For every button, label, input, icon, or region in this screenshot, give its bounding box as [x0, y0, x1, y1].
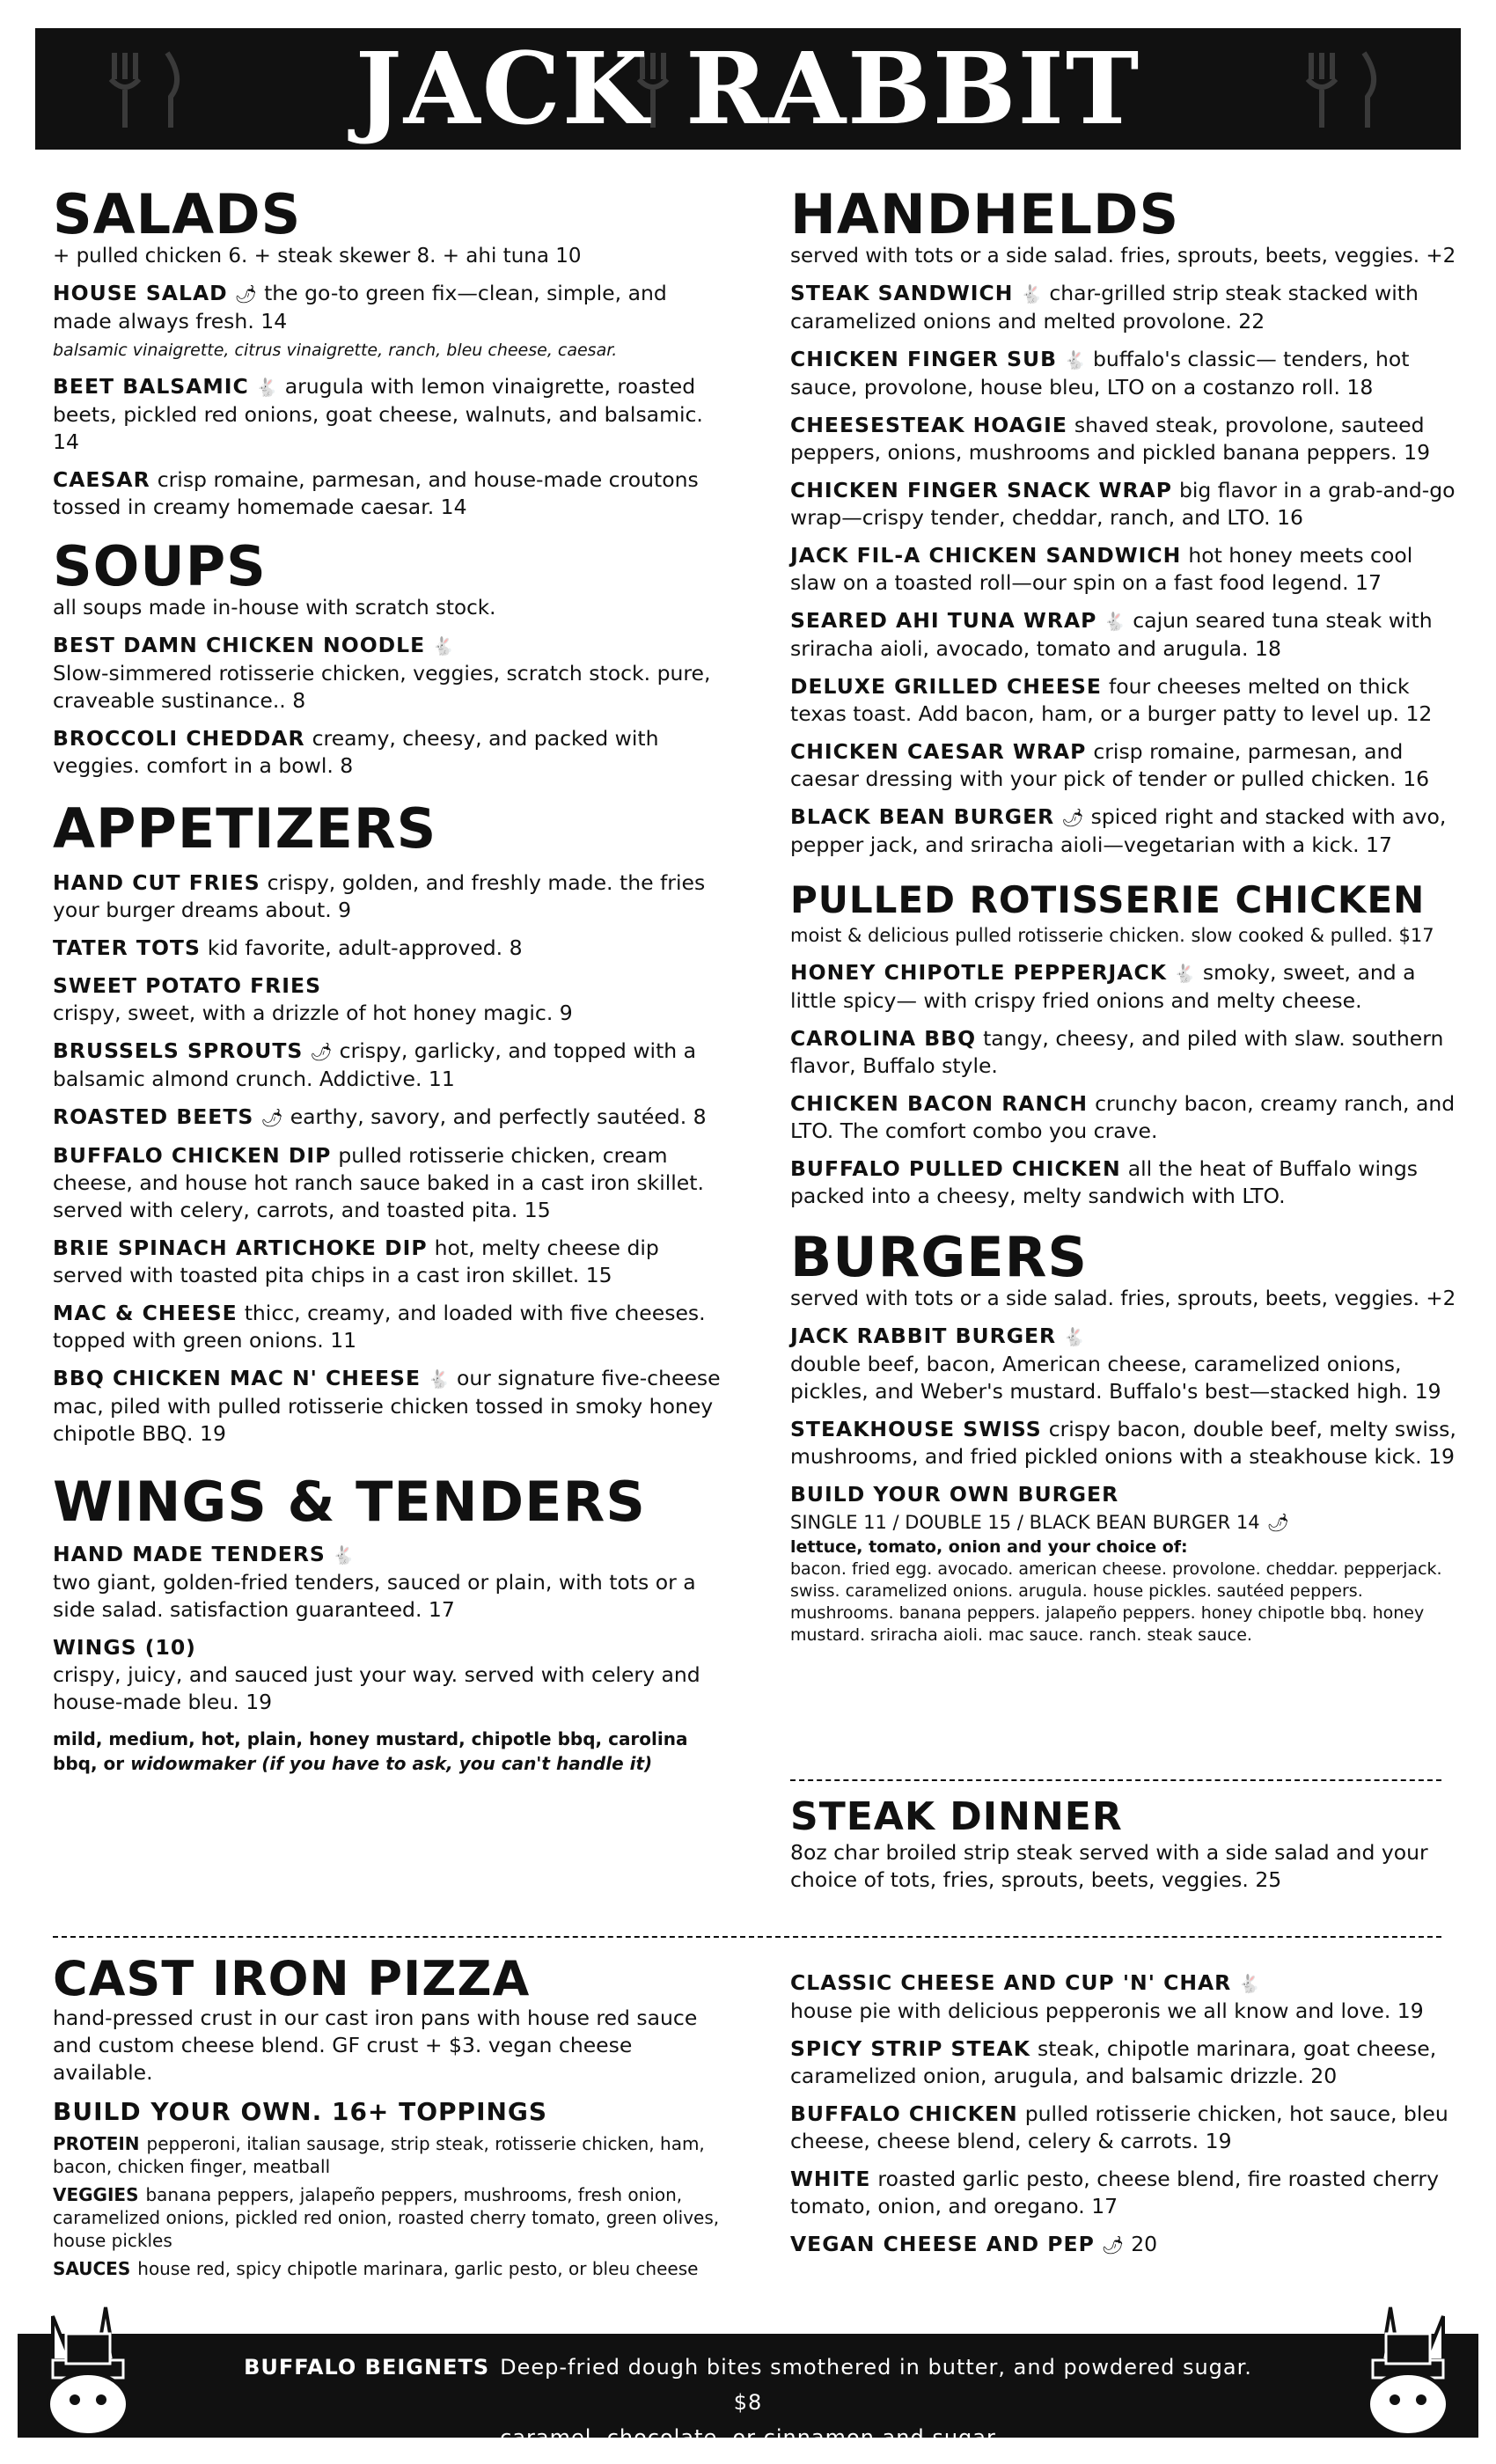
item-name: SWEET POTATO FRIES — [53, 973, 321, 998]
item-desc: earthy, savory, and perfectly sautéed. 8 — [290, 1104, 707, 1129]
item-name: WINGS (10) — [53, 1635, 196, 1660]
item-desc: crunchy bacon, creamy ranch, and LTO. The comfort combo you crave. — [790, 1091, 1456, 1143]
rabbit-icon: 🐇 — [1104, 611, 1126, 632]
wing-sauces-italic: widowmaker (if you have to ask, you can't handle it) — [130, 1753, 653, 1774]
item-name: BUFFALO CHICKEN — [790, 2101, 1018, 2126]
item-desc: all the heat of Buffalo wings packed into a cheesy, melty sandwich with LTO. — [790, 1156, 1419, 1208]
item-desc: crispy, juicy, and sauced just your way. served with celery and house-made bleu. 19 — [53, 1662, 700, 1714]
sauces-list: house red, spicy chipotle marinara, garlic pesto, or bleu cheese — [137, 2258, 699, 2279]
menu-item — [790, 280, 1459, 335]
item-desc: spiced right and stacked with avo, pepper jack, and sriracha aioli—vegetarian with a kick. 17 — [790, 804, 1447, 857]
item-desc: cajun seared tuna steak with sriracha aioli, avocado, tomato and arugula. 18 — [790, 608, 1433, 661]
steak-dinner-desc: 8oz char broiled strip steak served with a side salad and your choice of tots, fries, sprouts, beets, veggies. 25 — [790, 1840, 1428, 1892]
wing-sauces-list: mild, medium, hot, plain, honey mustard, chipotle bbq, carolina bbq, or — [53, 1728, 688, 1774]
item-name: VEGAN CHEESE AND PEP — [790, 2232, 1095, 2256]
item-name: TATER TOTS — [53, 935, 201, 960]
wings-title: WINGS & TENDERS — [53, 1470, 646, 1534]
item-name: BLACK BEAN BURGER — [790, 804, 1055, 829]
item-name: JACK RABBIT BURGER — [790, 1324, 1057, 1348]
item-name: CHICKEN FINGER SNACK WRAP — [790, 478, 1172, 502]
menu-item — [790, 1090, 1459, 1145]
item-name: CHICKEN BACON RANCH — [790, 1091, 1089, 1116]
item-name: HAND MADE TENDERS — [53, 1542, 326, 1566]
item-desc: crispy, golden, and freshly made. the fries your burger dreams about. 9 — [53, 870, 706, 922]
menu-item — [53, 466, 722, 521]
item-desc: smoky, sweet, and a little spicy— with crispy fried onions and melty cheese. — [790, 960, 1416, 1013]
footer-text — [229, 2350, 1267, 2455]
handhelds-subtitle: served with tots or a side salad. fries, sprouts, beets, veggies. +2 — [790, 245, 1456, 268]
item-desc: buffalo's classic— tenders, hot sauce, provolone, house bleu, LTO on a costanzo roll. 18 — [790, 347, 1410, 400]
item-desc: thicc, creamy, and loaded with five cheeses. topped with green onions. 11 — [53, 1301, 706, 1353]
item-desc: pulled rotisserie chicken, cream cheese, and house hot ranch sauce baked in a cast iron skillet. served with celery, carrots, and toasted pita. 15 — [53, 1143, 704, 1222]
item-desc: hot, melty cheese dip served with toasted pita chips in a cast iron skillet. 15 — [53, 1236, 659, 1287]
burgers-title: BURGERS — [790, 1225, 1088, 1289]
dressing-options: balsamic vinaigrette, citrus vinaigrette, ranch, bleu cheese, caesar. — [53, 341, 618, 360]
sauces-label: SAUCES — [53, 2258, 131, 2279]
footer-banner — [18, 2334, 1478, 2450]
rabbit-icon: 🐇 — [332, 1544, 355, 1566]
item-desc: double beef, bacon, American cheese, caramelized onions, pickles, and Weber's mustard. Buffalo's best—stacked high. 19 — [790, 1352, 1441, 1404]
veggies-label: VEGGIES — [53, 2184, 139, 2205]
menu-item — [790, 607, 1459, 663]
rabbit-icon: 🐇 — [1238, 1973, 1261, 1994]
menu-item — [53, 1300, 722, 1354]
rabbit-icon: 🐇 — [255, 377, 278, 398]
pulled-chicken-title: PULLED ROTISSERIE CHICKEN — [790, 878, 1426, 921]
menu-item — [790, 412, 1459, 466]
item-name: BRUSSELS SPROUTS — [53, 1038, 304, 1063]
salads-subtitle: + pulled chicken 6. + steak skewer 8. + ahi tuna 10 — [53, 245, 582, 268]
rabbit-icon: 🐇 — [1063, 1326, 1086, 1347]
item-name: HONEY CHIPOTLE PEPPERJACK — [790, 960, 1167, 985]
byo-choice: lettuce, tomato, onion and your choice of: — [790, 1537, 1188, 1557]
veggie-toppings — [53, 2183, 722, 2252]
beignets-name: BUFFALO BEIGNETS — [244, 2355, 490, 2380]
menu-item — [53, 373, 722, 456]
brand-title: JACK RABBIT — [355, 32, 1141, 147]
item-desc: four cheeses melted on thick texas toast. Add bacon, ham, or a burger patty to level up. 12 — [790, 674, 1433, 726]
steak-dinner-block — [790, 1795, 1459, 1904]
item-desc: crisp romaine, parmesan, and house-made croutons tossed in creamy homemade caesar. 14 — [53, 467, 699, 519]
item-desc: roasted garlic pesto, cheese blend, fire roasted cherry tomato, onion, and oregano. 17 — [790, 2167, 1439, 2218]
menu-item — [790, 1025, 1459, 1080]
menu-item — [790, 1155, 1459, 1210]
menu-item — [53, 972, 722, 1027]
chili-pepper-icon: 🌶 — [234, 283, 258, 304]
item-name: MAC & CHEESE — [53, 1301, 238, 1325]
item-name: DELUXE GRILLED CHEESE — [790, 674, 1102, 699]
item-desc: 20 — [1131, 2232, 1158, 2256]
chili-pepper-icon: 🌶 — [260, 1107, 283, 1128]
item-name: ROASTED BEETS — [53, 1104, 254, 1129]
menu-item — [790, 738, 1459, 793]
menu-item — [790, 959, 1459, 1015]
menu-item — [790, 2166, 1459, 2220]
chili-pepper-icon: 🌶 — [310, 1041, 333, 1062]
item-desc: hot honey meets cool slaw on a toasted roll—our spin on a fast food legend. 17 — [790, 543, 1413, 595]
item-desc: crisp romaine, parmesan, and caesar dressing with your pick of tender or pulled chicken. 16 — [790, 739, 1430, 791]
item-desc: char-grilled strip steak stacked with caramelized onions and melted provolone. 22 — [790, 281, 1419, 334]
menu-item — [790, 1416, 1459, 1470]
rabbit-icon: 🐇 — [1020, 283, 1043, 304]
item-name: BRIE SPINACH ARTICHOKE DIP — [53, 1236, 428, 1260]
item-name: CLASSIC CHEESE AND CUP 'N' CHAR — [790, 1970, 1232, 1995]
menu-item — [53, 1634, 722, 1716]
steak-divider — [790, 1779, 1441, 1781]
menu-item — [790, 2101, 1459, 2155]
menu-item — [53, 1365, 722, 1448]
chili-pepper-icon: 🌶 — [1266, 1512, 1289, 1533]
chili-pepper-icon: 🌶 — [1061, 807, 1084, 828]
pizza-title: CAST IRON PIZZA — [53, 1951, 531, 2006]
menu-item — [790, 477, 1459, 532]
item-name: WHITE — [790, 2167, 871, 2191]
menu-item — [790, 803, 1459, 859]
pizza-divider — [53, 1936, 1441, 1938]
item-name: HOUSE SALAD — [53, 281, 228, 305]
byo-prices: SINGLE 11 / DOUBLE 15 / BLACK BEAN BURGER 14 — [790, 1512, 1260, 1533]
byo-list: bacon. fried egg. avocado. american cheese. provolone. cheddar. pepperjack. swiss. caramelized onions. arugula. house pickles. sautéed peppers. mushrooms. banana peppers. jalapeño peppers. honey chipotle bbq. honey mustard. sriracha aioli. mac sauce. ranch. steak sauce. — [790, 1559, 1442, 1645]
item-name: BBQ CHICKEN MAC N' CHEESE — [53, 1366, 422, 1390]
rabbit-icon: 🐇 — [1173, 963, 1196, 984]
pizza-right — [790, 1969, 1459, 2270]
rabbit-icon: 🐇 — [432, 635, 455, 656]
menu-item — [790, 2231, 1459, 2259]
wing-sauces — [53, 1727, 722, 1776]
item-name: SEARED AHI TUNA WRAP — [790, 608, 1097, 633]
appetizers-title: APPETIZERS — [53, 796, 437, 861]
sauce-options — [53, 2257, 722, 2280]
chili-pepper-icon: 🌶 — [1101, 2234, 1125, 2255]
menu-item — [53, 1235, 722, 1289]
menu-item — [53, 1038, 722, 1093]
pizza-subtitle: hand-pressed crust in our cast iron pans with house red sauce and custom cheese blend. GF crust + $3. vegan cheese available. — [53, 2006, 698, 2085]
menu-item — [53, 280, 722, 363]
menu-item — [790, 1969, 1459, 2025]
item-name: BUFFALO PULLED CHICKEN — [790, 1156, 1121, 1181]
item-name: BEST DAMN CHICKEN NOODLE — [53, 633, 426, 657]
item-desc: the go-to green fix—clean, simple, and made always fresh. 14 — [53, 281, 667, 334]
pizza-left — [53, 1951, 722, 2285]
soups-title: SOUPS — [53, 534, 267, 598]
byo-burger — [790, 1481, 1459, 1536]
item-desc: kid favorite, adult-approved. 8 — [207, 935, 523, 960]
item-desc: crispy, sweet, with a drizzle of hot honey magic. 9 — [53, 1001, 573, 1025]
salads-title: SALADS — [53, 182, 302, 246]
item-name: BEET BALSAMIC — [53, 374, 249, 399]
item-desc: pulled rotisserie chicken, hot sauce, bleu cheese, cheese blend, celery & carrots. 19 — [790, 2101, 1448, 2153]
beignets-desc: Deep-fried dough bites smothered in butter, and powdered sugar. $8 — [500, 2355, 1252, 2415]
item-desc: two giant, golden-fried tenders, sauced or plain, with tots or a side salad. satisfaction guaranteed. 17 — [53, 1570, 696, 1622]
pizza-byo-heading: BUILD YOUR OWN. 16+ TOPPINGS — [53, 2097, 548, 2126]
rabbit-icon: 🐇 — [428, 1368, 450, 1390]
item-name: STEAKHOUSE SWISS — [790, 1417, 1042, 1441]
item-name: JACK FIL-A CHICKEN SANDWICH — [790, 543, 1182, 568]
protein-label: PROTEIN — [53, 2133, 140, 2154]
rabbit-icon: 🐇 — [1064, 349, 1086, 370]
menu-item — [790, 1323, 1459, 1405]
menu-item — [53, 632, 722, 715]
item-desc: big flavor in a grab-and-go wrap—crispy tender, cheddar, ranch, and LTO. 16 — [790, 478, 1456, 530]
menu-item — [790, 673, 1459, 728]
left-column — [53, 182, 722, 1776]
item-desc: tangy, cheesy, and piled with slaw. southern flavor, Buffalo style. — [790, 1026, 1444, 1078]
item-name: BUILD YOUR OWN BURGER — [790, 1482, 1119, 1507]
menu-item — [53, 1541, 722, 1624]
menu-item — [53, 1142, 722, 1224]
menu-item — [53, 1104, 722, 1132]
item-desc: shaved steak, provolone, sauteed peppers, onions, mushrooms and pickled banana peppers. 19 — [790, 413, 1431, 465]
burgers-subtitle: served with tots or a side salad. fries, sprouts, beets, veggies. +2 — [790, 1287, 1456, 1310]
item-name: STEAK SANDWICH — [790, 281, 1014, 305]
item-name: CHEESESTEAK HOAGIE — [790, 413, 1067, 437]
menu-item — [790, 346, 1459, 401]
item-name: CAESAR — [53, 467, 150, 492]
item-desc: arugula with lemon vinaigrette, roasted beets, pickled red onions, goat cheese, walnuts, and balsamic. 14 — [53, 374, 703, 454]
item-desc: crispy bacon, double beef, melty swiss, mushrooms, and fried pickled onions with a steakhouse kick. 19 — [790, 1417, 1456, 1469]
item-name: CHICKEN CAESAR WRAP — [790, 739, 1087, 764]
menu-item — [53, 725, 722, 780]
soups-subtitle: all soups made in-house with scratch stock. — [53, 597, 496, 620]
item-desc: Slow-simmered rotisserie chicken, veggies, scratch stock. pure, craveable sustinance.. 8 — [53, 661, 711, 713]
item-desc: creamy, cheesy, and packed with veggies. comfort in a bowl. 8 — [53, 726, 659, 778]
mascot-icon — [26, 2299, 167, 2439]
menu-item — [790, 2035, 1459, 2090]
item-name: CHICKEN FINGER SUB — [790, 347, 1058, 371]
handhelds-title: HANDHELDS — [790, 182, 1180, 246]
menu-item — [53, 869, 722, 924]
item-name: HAND CUT FRIES — [53, 870, 260, 895]
pulled-chicken-subtitle: moist & delicious pulled rotisserie chicken. slow cooked & pulled. $17 — [790, 925, 1434, 946]
item-name: BUFFALO CHICKEN DIP — [53, 1143, 332, 1168]
menu-item — [790, 542, 1459, 597]
item-desc: crispy, garlicky, and topped with a balsamic almond crunch. Addictive. 11 — [53, 1038, 697, 1091]
item-name: BROCCOLI CHEDDAR — [53, 726, 305, 751]
item-name: CAROLINA BBQ — [790, 1026, 977, 1051]
item-desc: steak, chipotle marinara, goat cheese, caramelized onion, arugula, and balsamic drizzle. 20 — [790, 2036, 1437, 2088]
menu-item — [53, 935, 722, 962]
protein-toppings — [53, 2132, 722, 2178]
veggies-list: banana peppers, jalapeño peppers, mushrooms, fresh onion, caramelized onions, pickled red onion, roasted cherry tomato, green olives, house pickles — [53, 2184, 720, 2251]
item-name: SPICY STRIP STEAK — [790, 2036, 1030, 2061]
right-column — [790, 182, 1459, 1662]
protein-list: pepperoni, italian sausage, strip steak, rotisserie chicken, ham, bacon, chicken finger, meatball — [53, 2133, 705, 2177]
mascot-icon — [1329, 2299, 1470, 2439]
item-desc: our signature five-cheese mac, piled with pulled rotisserie chicken tossed in smoky honey chipotle BBQ. 19 — [53, 1366, 721, 1446]
beignets-flavors: caramel, chocolate, or cinnamon and sugar — [500, 2425, 996, 2450]
header-banner — [35, 28, 1461, 150]
item-desc: house pie with delicious pepperonis we all know and love. 19 — [790, 1998, 1424, 2023]
steak-dinner-title: STEAK DINNER — [790, 1794, 1123, 1839]
